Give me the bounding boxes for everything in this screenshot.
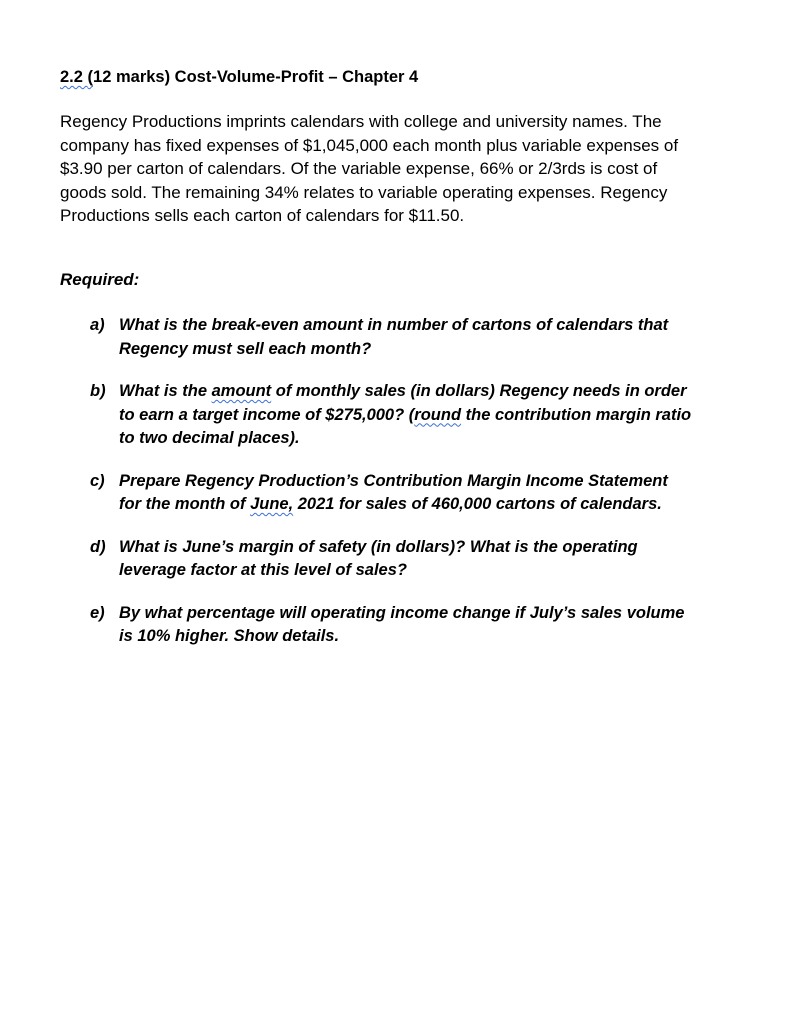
- intro-line: $3.90 per carton of calendars. Of the variable expense, 66% or 2/3rds is cost of: [60, 159, 658, 178]
- question-letter: d): [90, 537, 106, 556]
- heading-title: 12 marks) Cost-Volume-Profit – Chapter 4: [93, 68, 419, 86]
- question-letter: a): [90, 316, 105, 334]
- question-text: for the month of: [119, 495, 251, 513]
- question-line: Prepare Regency Production’s Contribution Margin Income Statement: [119, 471, 668, 490]
- question-d: [90, 536, 802, 583]
- question-line: [119, 493, 802, 517]
- question-text: the contribution margin ratio: [461, 405, 692, 424]
- spellcheck-flagged-word[interactable]: amount: [211, 382, 272, 400]
- heading-number: 2.2: [60, 68, 88, 86]
- intro-line: Regency Productions imprints calendars with college and university names. The: [60, 112, 662, 131]
- question-letter: e): [90, 603, 105, 622]
- spellcheck-flagged-word[interactable]: June,: [250, 495, 294, 513]
- question-list: [90, 314, 802, 668]
- question-text: What is the: [119, 382, 212, 400]
- question-line: What is the break-even amount in number of cartons of calendars that: [119, 316, 669, 334]
- question-text: 2021 for sales of 460,000 cartons of calendars.: [293, 495, 662, 513]
- question-letter: b): [90, 382, 106, 400]
- question-letter: c): [90, 471, 105, 490]
- question-line: What is June’s margin of safety (in dollars)? What is the operating: [119, 537, 638, 556]
- heading-open-paren: (: [87, 68, 94, 86]
- question-line: leverage factor at this level of sales?: [119, 561, 407, 579]
- question-text: of monthly sales (in dollars) Regency needs in order: [271, 382, 687, 400]
- question-line: is 10% higher. Show details.: [119, 627, 340, 645]
- intro-line: goods sold. The remaining 34% relates to variable operating expenses. Regency: [60, 182, 668, 202]
- intro-paragraph: [60, 110, 790, 228]
- question-text: to earn a target income of $275,000? (: [119, 405, 415, 424]
- question-line: to two decimal places).: [119, 429, 300, 447]
- intro-line: company has fixed expenses of $1,045,000 each month plus variable expenses of: [60, 135, 679, 155]
- spellcheck-flagged-word[interactable]: round: [414, 405, 462, 424]
- question-line: [119, 380, 802, 404]
- question-line: Regency must sell each month?: [119, 339, 372, 358]
- section-heading: [60, 66, 418, 88]
- question-a: [90, 314, 802, 361]
- question-line: By what percentage will operating income change if July’s sales volume: [119, 603, 685, 622]
- question-e: [90, 602, 802, 649]
- question-line: [119, 404, 802, 428]
- question-b: [90, 380, 802, 451]
- required-label: Required:: [60, 270, 140, 289]
- intro-line: Productions sells each carton of calendars for $11.50.: [60, 206, 465, 225]
- question-c: [90, 470, 802, 517]
